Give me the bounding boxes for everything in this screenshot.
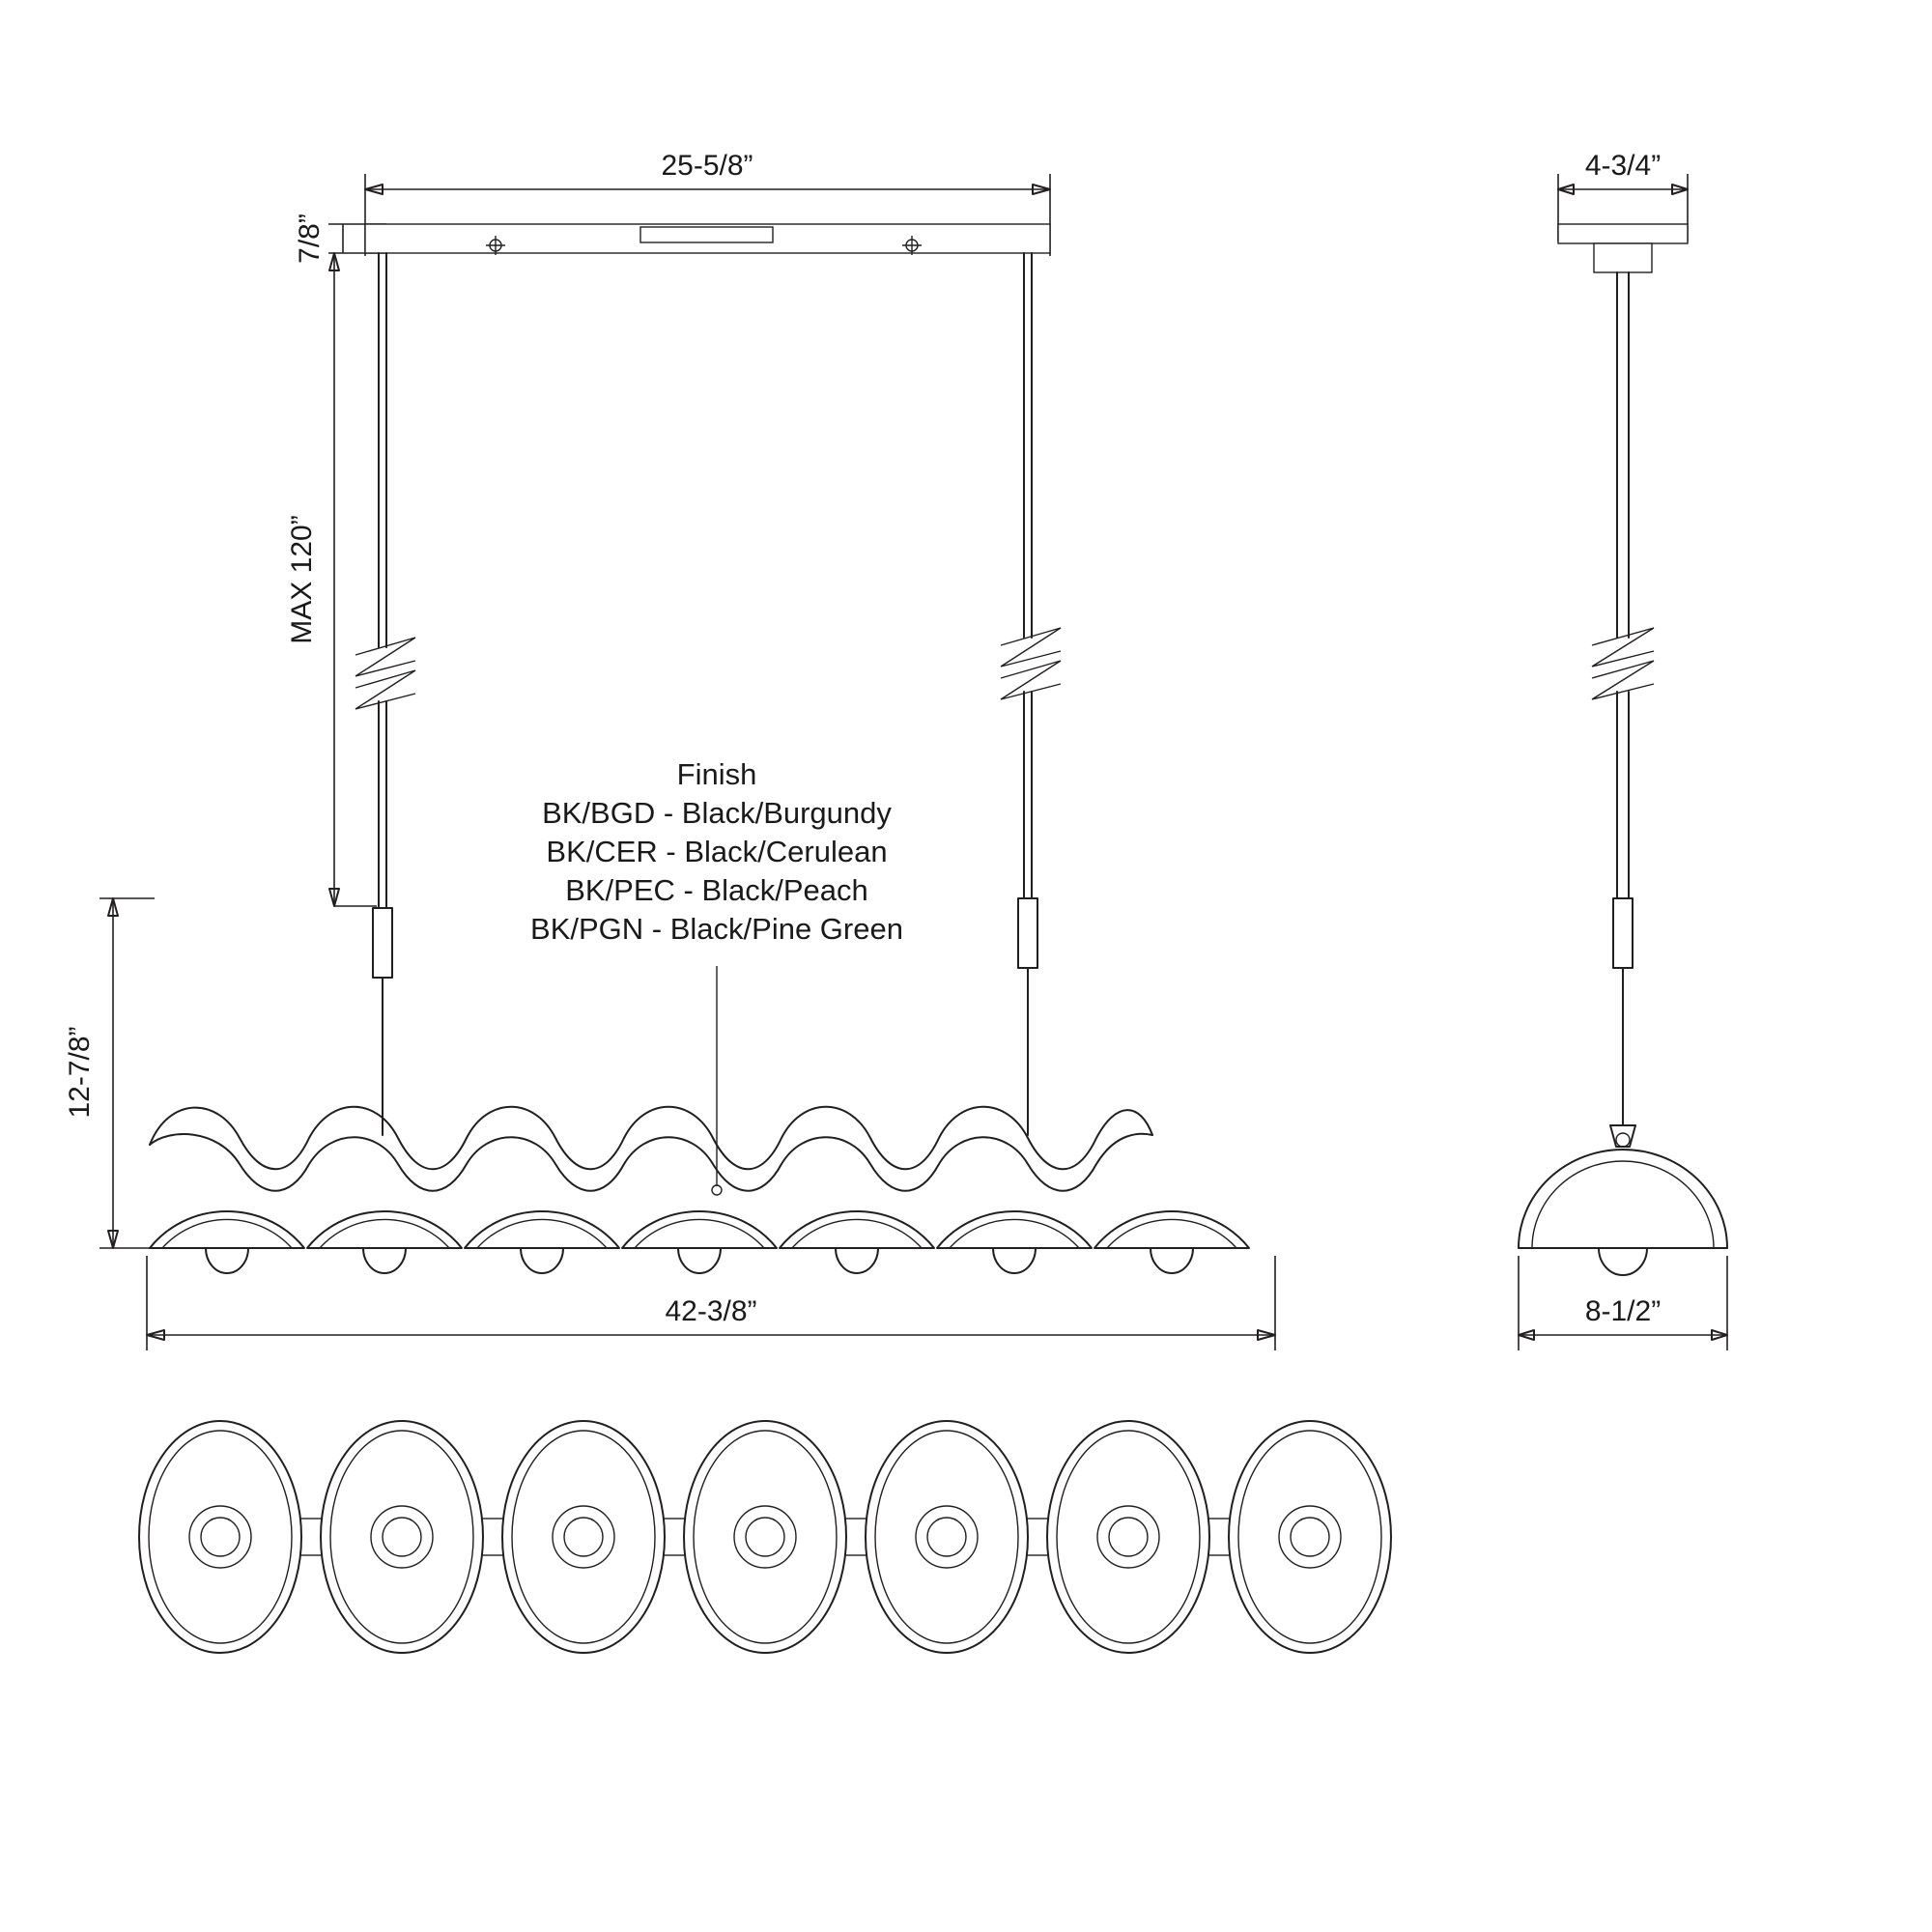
plan-shade-1 — [139, 1421, 301, 1653]
shade-front-6 — [937, 1211, 1092, 1273]
dim-max-drop-label: MAX 120” — [286, 515, 318, 644]
shade-group-front — [150, 1211, 1249, 1273]
plan-shade-4 — [684, 1421, 846, 1653]
dim-shade-diameter-label: 8-1/2” — [1584, 1295, 1662, 1327]
shade-front-2 — [307, 1211, 462, 1273]
shade-front-7 — [1094, 1211, 1249, 1273]
plan-shade-2 — [321, 1421, 483, 1653]
plan-shade-7 — [1229, 1421, 1391, 1653]
finish-option-0: BK/BGD - Black/Burgundy — [542, 796, 892, 830]
suspension-rod-left — [355, 253, 415, 1135]
canopy-bar — [365, 224, 1050, 255]
dim-fixture-height — [64, 898, 155, 1248]
finish-callout — [530, 757, 903, 1195]
plan-shade-6 — [1047, 1421, 1209, 1653]
dim-fixture-height-label: 12-7/8” — [64, 1026, 96, 1119]
shade-front-1 — [150, 1211, 304, 1273]
suspension-rod-right — [1001, 253, 1061, 1135]
break-symbol-icon — [1001, 628, 1061, 699]
side-suspension-rod — [1592, 272, 1654, 1147]
fixture-body-wave — [150, 1107, 1152, 1191]
bottom-plan-view — [139, 1421, 1391, 1653]
break-symbol-icon — [1592, 628, 1654, 699]
dim-max-drop — [286, 253, 377, 906]
dim-shade-diameter — [1519, 1256, 1727, 1350]
plan-shade-3 — [502, 1421, 665, 1653]
shade-front-5 — [780, 1211, 934, 1273]
plan-shade-5 — [866, 1421, 1028, 1653]
dim-side-canopy-width-label: 4-3/4” — [1584, 150, 1662, 182]
break-symbol-icon — [355, 638, 415, 709]
finish-option-2: BK/PEC - Black/Peach — [565, 873, 868, 907]
shade-side — [1519, 1150, 1727, 1275]
front-elevation-view — [64, 150, 1275, 1350]
dim-overall-width-label: 42-3/8” — [665, 1295, 757, 1327]
shade-front-4 — [622, 1211, 777, 1273]
finish-heading: Finish — [676, 757, 757, 791]
dim-canopy-height-label: 7/8” — [294, 213, 326, 264]
shade-front-3 — [465, 1211, 619, 1273]
dim-top-width-label: 25-5/8” — [661, 150, 753, 182]
side-canopy — [1558, 224, 1688, 272]
finish-option-3: BK/PGN - Black/Pine Green — [530, 912, 903, 946]
side-elevation-view — [1519, 150, 1727, 1350]
finish-option-1: BK/CER - Black/Cerulean — [546, 835, 888, 868]
